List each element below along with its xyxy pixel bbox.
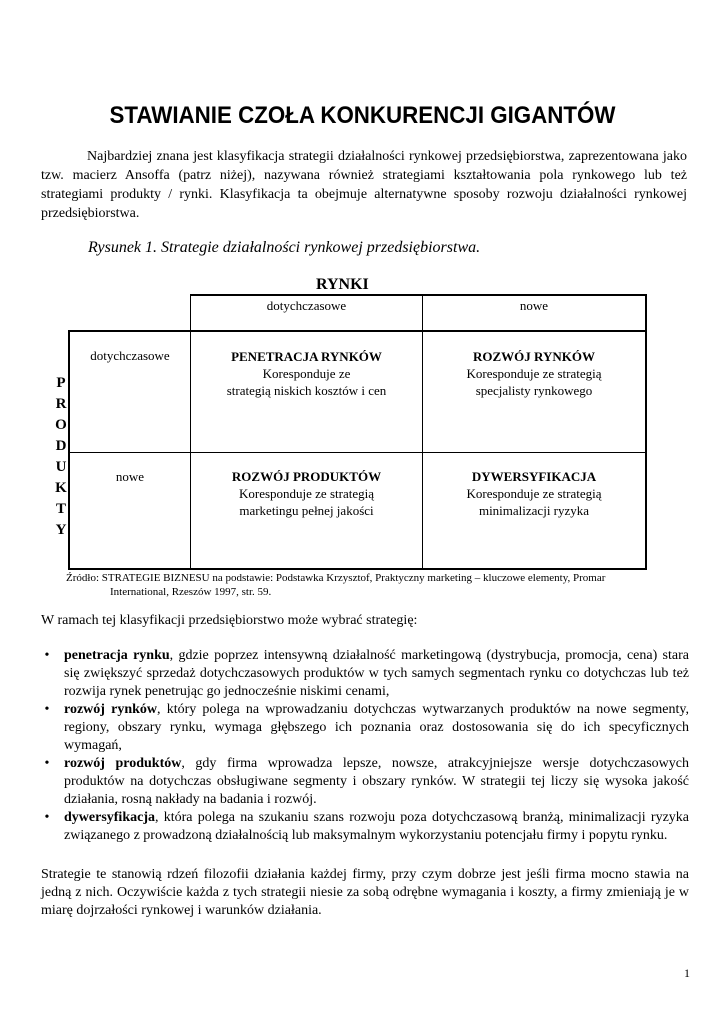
products-letter: P	[56, 375, 66, 391]
markets-header: RYNKI	[316, 276, 369, 293]
source-line: Źródło: STRATEGIE BIZNESU na podstawie: Podstawka Krzysztof, Praktyczny marketing – kluczowe elementy, Promar	[66, 572, 606, 584]
matrix-column-divider	[422, 294, 423, 570]
intro-paragraph: Najbardziej znana jest klasyfikacja strategii działalności rynkowej przedsiębiorstwa, zaprezentowana jako tzw. macierz Ansoffa (patrz niżej), nazywana również strategiami kształtowania pola rynkowego lub też strategiami produkty / rynki. Klasyfikacja ta obejmuje alternatywne sposoby rozwoju działalności rynkowej przedsiębiorstwa.	[41, 149, 687, 221]
strategy-description: , gdzie poprzez intensywną działalność marketingową (dystrybucja, promocja, cena) stara się zwiększyć sprzedaż dotychczasowych produktów w tych samych segmentach rynku co dotychczas lub też rozwija rynek penetrując go jednocześnie niskimi cenami,	[64, 648, 689, 699]
strategy-term: rozwój produktów	[64, 756, 182, 771]
cell-title: ROZWÓJ PRODUKTÓW	[231, 469, 382, 484]
cell-diversification	[423, 468, 645, 519]
cell-line: strategią niskich kosztów i cen	[226, 383, 387, 398]
column-label-new-markets: nowe	[519, 298, 549, 313]
cell-title: ROZWÓJ RYNKÓW	[473, 349, 595, 364]
cell-line: Koresponduje ze strategią	[238, 486, 374, 501]
products-letter: R	[55, 396, 67, 412]
matrix-row-label-divider	[190, 294, 191, 570]
cell-title: PENETRACJA RYNKÓW	[231, 349, 382, 364]
strategy-description: , która polega na szukaniu szans rozwoju poza dotychczasową branżą, minimalizacji ryzyka związanego z prowadzoną działalnością lub maksymalnym wykorzystaniu potencjału firmy i popytu rynku.	[64, 810, 689, 843]
page-title: STAWIANIE CZOŁA KONKURENCJI GIGANTÓW	[109, 102, 616, 129]
products-letter: U	[55, 459, 67, 475]
strategy-description: , który polega na wprowadzaniu dotychczas wytwarzanych produktów na nowe segmenty, regiony, obszary rynku, wymaga głębszego ich poznania oraz dostosowania się do ich specyficznych wymagań,	[64, 702, 689, 753]
strategy-term: rozwój rynków	[64, 702, 158, 717]
strategy-list	[41, 647, 689, 845]
bullet-icon: •	[44, 648, 50, 663]
page-number: 1	[684, 966, 690, 980]
list-item	[41, 647, 689, 701]
strategy-term: penetracja rynku	[64, 648, 170, 663]
matrix-header-line	[68, 330, 647, 332]
cell-product-development	[191, 468, 422, 519]
cell-market-development	[423, 348, 645, 399]
matrix-top-line	[190, 294, 647, 296]
bullet-icon: •	[44, 702, 50, 717]
figure-caption: Rysunek 1. Strategie działalności rynkowej przedsiębiorstwa.	[88, 239, 481, 256]
list-item	[41, 809, 689, 845]
cell-market-penetration	[191, 348, 422, 399]
cell-title: DYWERSYFIKACJA	[471, 469, 597, 484]
row-label-existing-products: dotychczasowe	[90, 348, 170, 363]
matrix-bottom-line	[68, 568, 647, 570]
figure-source	[66, 571, 686, 599]
products-letter: K	[55, 480, 67, 496]
strategy-description: , gdy firma wprowadza lepsze, nowsze, atrakcyjniejsze wersje dotychczasowych produktów na dotychczas obsługiwane segmenty i obszary rynków. W strategii tej liczy się wysoka jakość działania, rosną nakłady na badania i rozwój.	[64, 756, 689, 807]
matrix-right-line	[645, 294, 647, 570]
cell-line: Koresponduje ze strategią	[466, 486, 602, 501]
products-letter: T	[55, 501, 66, 517]
products-letter: O	[55, 417, 67, 433]
cell-line: Koresponduje ze	[262, 366, 351, 381]
strategies-lead-sentence: W ramach tej klasyfikacji przedsiębiorstwo może wybrać strategię:	[41, 613, 418, 628]
list-item	[41, 701, 689, 755]
row-label-new-products: nowe	[115, 469, 145, 484]
products-letter: D	[55, 438, 67, 454]
closing-paragraph: Strategie te stanowią rdzeń filozofii działania każdej firmy, przy czym dobrze jest jeśli firma mocno stawia na jedną z nich. Oczywiście każda z tych strategii niesie za sobą odrębne wymagania i koszty, a firmy zmieniają je w miarę dojrzałości rynkowej i warunków działania.	[41, 867, 689, 918]
cell-line: minimalizacji ryzyka	[478, 503, 590, 518]
matrix-middle-line	[68, 452, 647, 453]
source-line: International, Rzeszów 1997, str. 59.	[110, 586, 272, 598]
cell-line: marketingu pełnej jakości	[239, 503, 374, 518]
products-letter: Y	[55, 522, 67, 538]
column-label-existing-markets: dotychczasowe	[266, 298, 347, 313]
cell-line: Koresponduje ze strategią	[466, 366, 602, 381]
list-item	[41, 755, 689, 809]
bullet-icon: •	[44, 756, 50, 771]
strategy-term: dywersyfikacja	[64, 810, 155, 825]
products-vertical-label	[53, 373, 69, 541]
cell-line: specjalisty rynkowego	[475, 383, 593, 398]
bullet-icon: •	[44, 810, 50, 825]
